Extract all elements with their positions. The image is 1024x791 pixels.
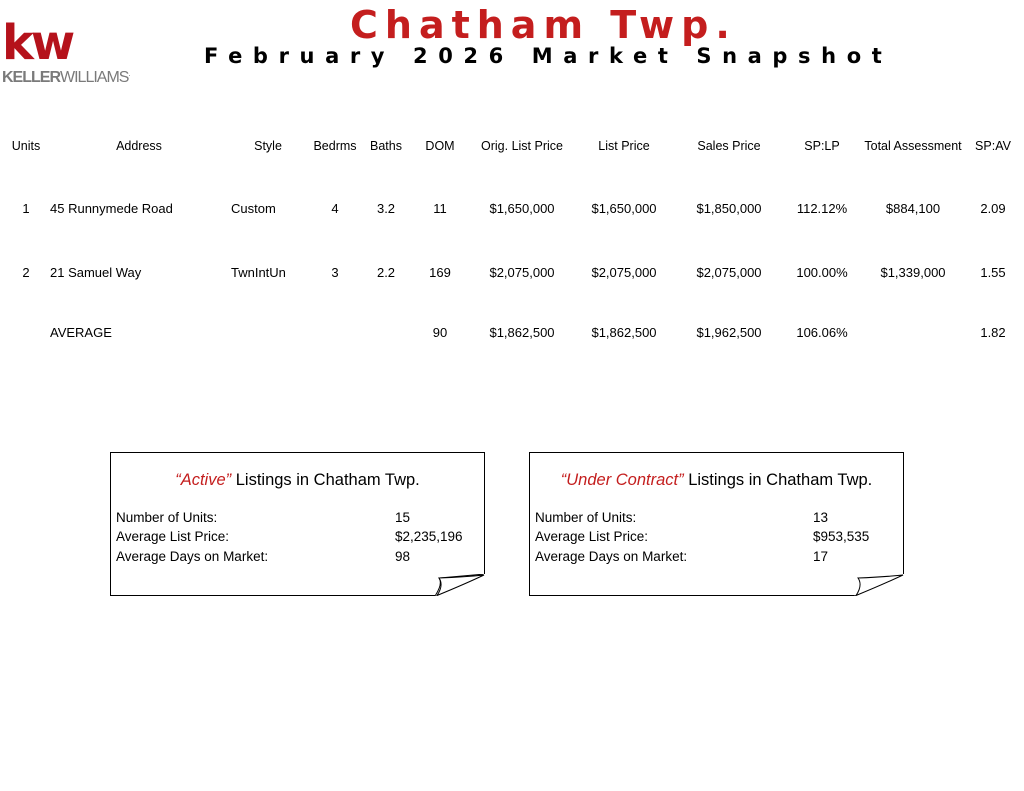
average-label: AVERAGE	[50, 325, 112, 340]
col-header-sp-lp: SP:LP	[804, 139, 840, 153]
cell-dom: 169	[429, 265, 451, 280]
col-header-dom: DOM	[425, 139, 455, 153]
contract-units-value: 13	[813, 510, 829, 525]
col-header-baths: Baths	[370, 139, 402, 153]
active-title-rest: Listings in Chatham Twp.	[231, 471, 420, 489]
average-sp-av: 1.82	[980, 325, 1006, 340]
cell-total-assessment: $884,100	[885, 201, 941, 216]
page-title: Chatham Twp.	[350, 3, 737, 47]
cell-orig-list-price: $1,650,000	[489, 201, 555, 216]
contract-dom-value: 17	[813, 549, 829, 564]
cell-sp-av: 2.09	[980, 201, 1006, 216]
contract-card-title	[530, 471, 903, 490]
cell-bedrms: 4	[331, 201, 339, 216]
cell-bedrms: 3	[331, 265, 339, 280]
cell-address: 21 Samuel Way	[50, 265, 142, 280]
logo-wordmark	[2, 69, 130, 87]
cell-address: 45 Runnymede Road	[50, 201, 173, 216]
cell-total-assessment: $1,339,000	[880, 265, 946, 280]
active-listings-card	[110, 452, 485, 596]
cell-sales-price: $1,850,000	[696, 201, 762, 216]
cell-list-price: $2,075,000	[591, 265, 657, 280]
contract-dom-label: Average Days on Market:	[535, 549, 688, 564]
page-subtitle: February 2026 Market Snapshot	[204, 44, 893, 68]
contract-status-label: “Under Contract”	[560, 471, 684, 489]
active-units-label: Number of Units:	[116, 510, 218, 525]
cell-sp-lp: 100.00%	[796, 265, 848, 280]
active-units-value: 15	[395, 510, 411, 525]
page-curl-icon	[854, 574, 904, 596]
logo-registered-mark: .	[128, 69, 130, 78]
contract-units-label: Number of Units:	[535, 510, 637, 525]
cell-orig-list-price: $2,075,000	[489, 265, 555, 280]
contract-price-value: $953,535	[813, 529, 870, 544]
average-sp-lp: 106.06%	[796, 325, 848, 340]
col-header-total-assessment: Total Assessment	[864, 139, 962, 153]
cell-dom: 11	[433, 201, 447, 216]
col-header-sales-price: Sales Price	[697, 139, 761, 153]
contract-price-label: Average List Price:	[535, 529, 649, 544]
page-curl-icon	[435, 574, 485, 596]
average-sales-price: $1,962,500	[696, 325, 762, 340]
col-header-sp-av: SP:AV	[975, 139, 1011, 153]
col-header-address: Address	[116, 139, 162, 153]
cell-sales-price: $2,075,000	[696, 265, 762, 280]
contract-title-rest: Listings in Chatham Twp.	[683, 471, 873, 489]
cell-unit: 2	[22, 265, 30, 280]
active-dom-value: 98	[395, 549, 411, 564]
cell-unit: 1	[22, 201, 30, 216]
cell-style: TwnIntUn	[231, 265, 286, 280]
active-card-title	[111, 471, 484, 490]
logo-wordmark-bold: KELLER	[2, 69, 60, 86]
cell-baths: 2.2	[376, 265, 396, 280]
under-contract-listings-card	[529, 452, 904, 596]
col-header-bedrms: Bedrms	[313, 139, 357, 153]
cell-sp-lp: 112.12%	[796, 201, 848, 216]
kw-mark: kw	[2, 15, 73, 71]
cell-baths: 3.2	[376, 201, 396, 216]
keller-williams-logo	[2, 15, 152, 90]
active-price-label: Average List Price:	[116, 529, 230, 544]
average-orig-list-price: $1,862,500	[489, 325, 555, 340]
cell-sp-av: 1.55	[980, 265, 1006, 280]
logo-wordmark-light: WILLIAMS	[60, 69, 129, 86]
col-header-list-price: List Price	[598, 139, 650, 153]
col-header-units: Units	[11, 139, 41, 153]
col-header-orig-list-price: Orig. List Price	[481, 139, 563, 153]
average-dom: 90	[432, 325, 448, 340]
cell-list-price: $1,650,000	[591, 201, 657, 216]
active-dom-label: Average Days on Market:	[116, 549, 269, 564]
active-price-value: $2,235,196	[395, 529, 463, 544]
active-status-label: “Active”	[175, 471, 232, 489]
col-header-style: Style	[254, 139, 282, 153]
cell-style: Custom	[231, 201, 276, 216]
average-list-price: $1,862,500	[591, 325, 657, 340]
